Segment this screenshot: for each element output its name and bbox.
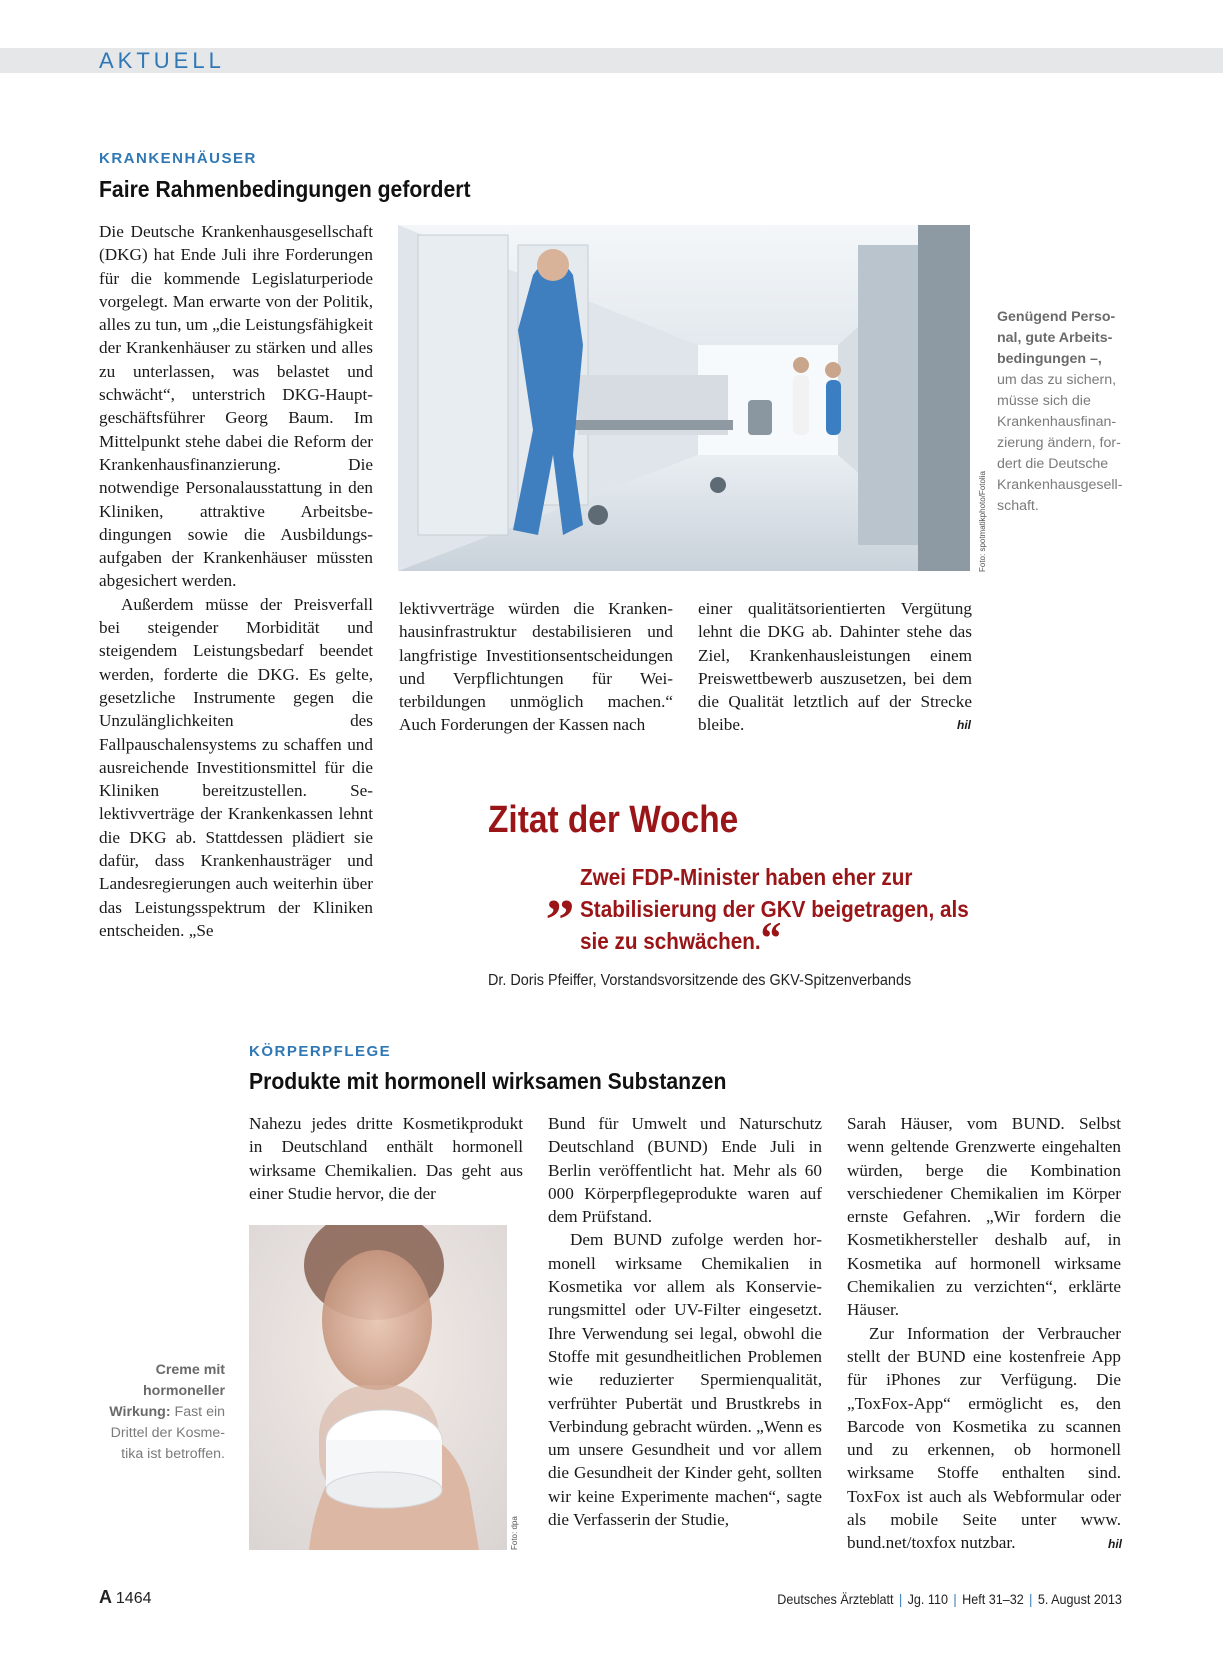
article2-col3-paragraph-1: Sarah Häuser, vom BUND. Selbst wenn geltende Grenzwerte eingehalten würden, berge die Kombination verschiedener Chemikalien im Körper ernste Gefahren. „Wir fordern die Kosmetikhersteller deshalb auf, in Kosmetika auf hormonell wirksame Chemikalien zu verzichten“, erklärte Häuser. (847, 1114, 1121, 1320)
article1-col2-paragraph: lektivverträge würden die Krankenhausinfrastruktur destabilisieren und langfristige Investitionsentscheidungen und Verpflichtungen für Weiterbildungen unmöglich machen.“ Auch Forderungen der Kassen nach (399, 599, 673, 735)
article1-column-3 (698, 597, 972, 737)
article2-signature: hil (1108, 1537, 1122, 1551)
article1-column-1 (99, 220, 373, 942)
journal-name: Deutsches Ärzteblatt (777, 1591, 894, 1607)
quote-close-mark: “ (760, 912, 782, 963)
article1-col1-paragraph-2: Außerdem müsse der Preisverfall bei steigender Morbidität und steigendem Leistungsbedarf beendet werden, forderte die DKG. Es gelte, gesetzliche Instrumente gegen die Unzulänglichkeiten des Fallpauschalensystems zu schaffen und ausreichende Investitionsmittel für die Kliniken bereitzustellen. Selektivverträge der Krankenkassen lehnt die DKG ab. Stattdessen plädiert sie dafür, dass Krankenhausträger und Landesregierungen auch weiterhin über das Leistungsspektrum der Kliniken entscheiden. „Se (99, 594, 373, 940)
article1-photo-credit: Foto: spotmatikphoto/Fotolia (978, 471, 987, 572)
article2-column-2 (548, 1112, 822, 1531)
article1-kicker: KRANKENHÄUSER (99, 150, 257, 167)
article2-photo-caption (95, 1360, 225, 1465)
cosmetic-cream-photo (249, 1225, 507, 1550)
article2-column-1 (249, 1112, 523, 1205)
article2-col2-paragraph-1: Bund für Umwelt und Naturschutz Deutschland (BUND) Ende Juli in Berlin veröffentlicht hat. Mehr als 60 000 Körperpflegeprodukte waren auf dem Prüfstand. (548, 1114, 822, 1227)
article1-col1-paragraph-1: Die Deutsche Krankenhausgesellschaft (DKG) hat Ende Juli ihre Forderungen für die kommende Legislaturperiode vorgelegt. Man erwarte von der Politik, alles zu tun, um „die Leistungsfähigkeit der Krankenhäuser zu stärken und alles zu unterlassen, was belastet und schwächt“, unterstrich DKG-Hauptgeschäftsführer Georg Baum. Im Mittelpunkt stehe dabei die Reform der Krankenhausfinanzierung. Die notwendige Personalausstattung in den Kliniken, attraktive Arbeitsbedingungen sowie die Ausbildungsaufgaben der Krankenhäuser müssten abgesichert werden. (99, 222, 373, 591)
article1-signature: hil (957, 718, 971, 732)
article1-caption-bold: Genügend Personal, gute Arbeitsbedingungen –, (997, 309, 1116, 367)
journal-issue: Heft 31–32 (962, 1591, 1024, 1607)
article2-caption-text: Fast ein Drittel der Kosmetika ist betroffen. (110, 1404, 225, 1462)
article1-photo-caption (997, 307, 1122, 517)
hospital-corridor-photo (398, 225, 970, 571)
quote-author: Dr. Doris Pfeiffer, Vorstandsvorsitzende des GKV-Spitzenverbands (488, 972, 912, 989)
article2-column-3 (847, 1112, 1121, 1555)
page-letter: A (99, 1587, 112, 1607)
article2-headline: Produkte mit hormonell wirksamen Substanzen (249, 1068, 727, 1094)
article1-headline: Faire Rahmenbedingungen gefordert (99, 176, 471, 202)
section-label: AKTUELL (99, 48, 225, 73)
article2-col3-paragraph-2: Zur Information der Verbraucher stellt der BUND eine kostenfreie App für iPhones zur Verfügung. Die „ToxFox-App“ ermöglicht es, den Barcode von Kosmetika zu scannen und zu erkennen, ob hormonell wirksame Stoffe enthalten sind. ToxFox ist auch als Webformular oder als mobile Seite unter www. bund.net/toxfox nutzbar. (847, 1323, 1121, 1553)
quote-text-body: Zwei FDP-Minister haben eher zur Stabilisierung der GKV beigetragen, als sie zu schwächen. (580, 864, 969, 954)
journal-volume: Jg. 110 (907, 1591, 949, 1607)
article1-col3-paragraph: einer qualitätsorientierten Vergütung lehnt die DKG ab. Dahinter stehe das Ziel, Krankenhausleistungen einem Preiswettbewerb auszusetzen, bei dem die Qualität letztlich auf der Strecke bleibe. (698, 599, 972, 735)
journal-date: 5. August 2013 (1037, 1591, 1122, 1607)
quote-open-mark: „ (546, 857, 575, 922)
footer-separator: | (953, 1591, 957, 1607)
article2-col1-paragraph: Nahezu jedes dritte Kosmetikprodukt in Deutschland enthält hormonell wirksame Chemikalien. Das geht aus einer Studie hervor, die der (249, 1114, 523, 1203)
footer-separator: | (1029, 1591, 1033, 1607)
quote-text (580, 861, 994, 963)
article2-caption-bold: Creme mit hormoneller Wirkung: (109, 1362, 225, 1420)
page-number (99, 1588, 151, 1608)
journal-info (777, 1590, 1122, 1608)
article2-col2-paragraph-2: Dem BUND zufolge werden hormonell wirksame Chemikalien in Kosmetika vor allem als Konservierungsmittel oder UV-Filter eingesetzt. Ihre Verwendung sei legal, obwohl die Stoffe mit gesundheitlichen Problemen wie reduzierter Spermienqualität, verfrühter Pubertät und Brustkrebs in Verbindung gebracht würden. „Wenn es um unsere Gesundheit und vor allem die Gesundheit der Kinder geht, sollten wir keine Experimente machen“, sagte die Verfasserin der Studie, (548, 1230, 822, 1530)
article1-caption-text: um das zu sichern, müsse sich die Krankenhausfinanzierung ändern, fordert die Deutsche Krankenhausgesellschaft. (997, 372, 1123, 514)
page-number-value: 1464 (115, 1590, 152, 1607)
footer-separator: | (899, 1591, 903, 1607)
article2-photo-credit: Foto: dpa (510, 1516, 519, 1550)
quote-title: Zitat der Woche (488, 799, 739, 841)
article1-column-2 (399, 597, 673, 737)
article2-kicker: KÖRPERPFLEGE (249, 1043, 392, 1060)
